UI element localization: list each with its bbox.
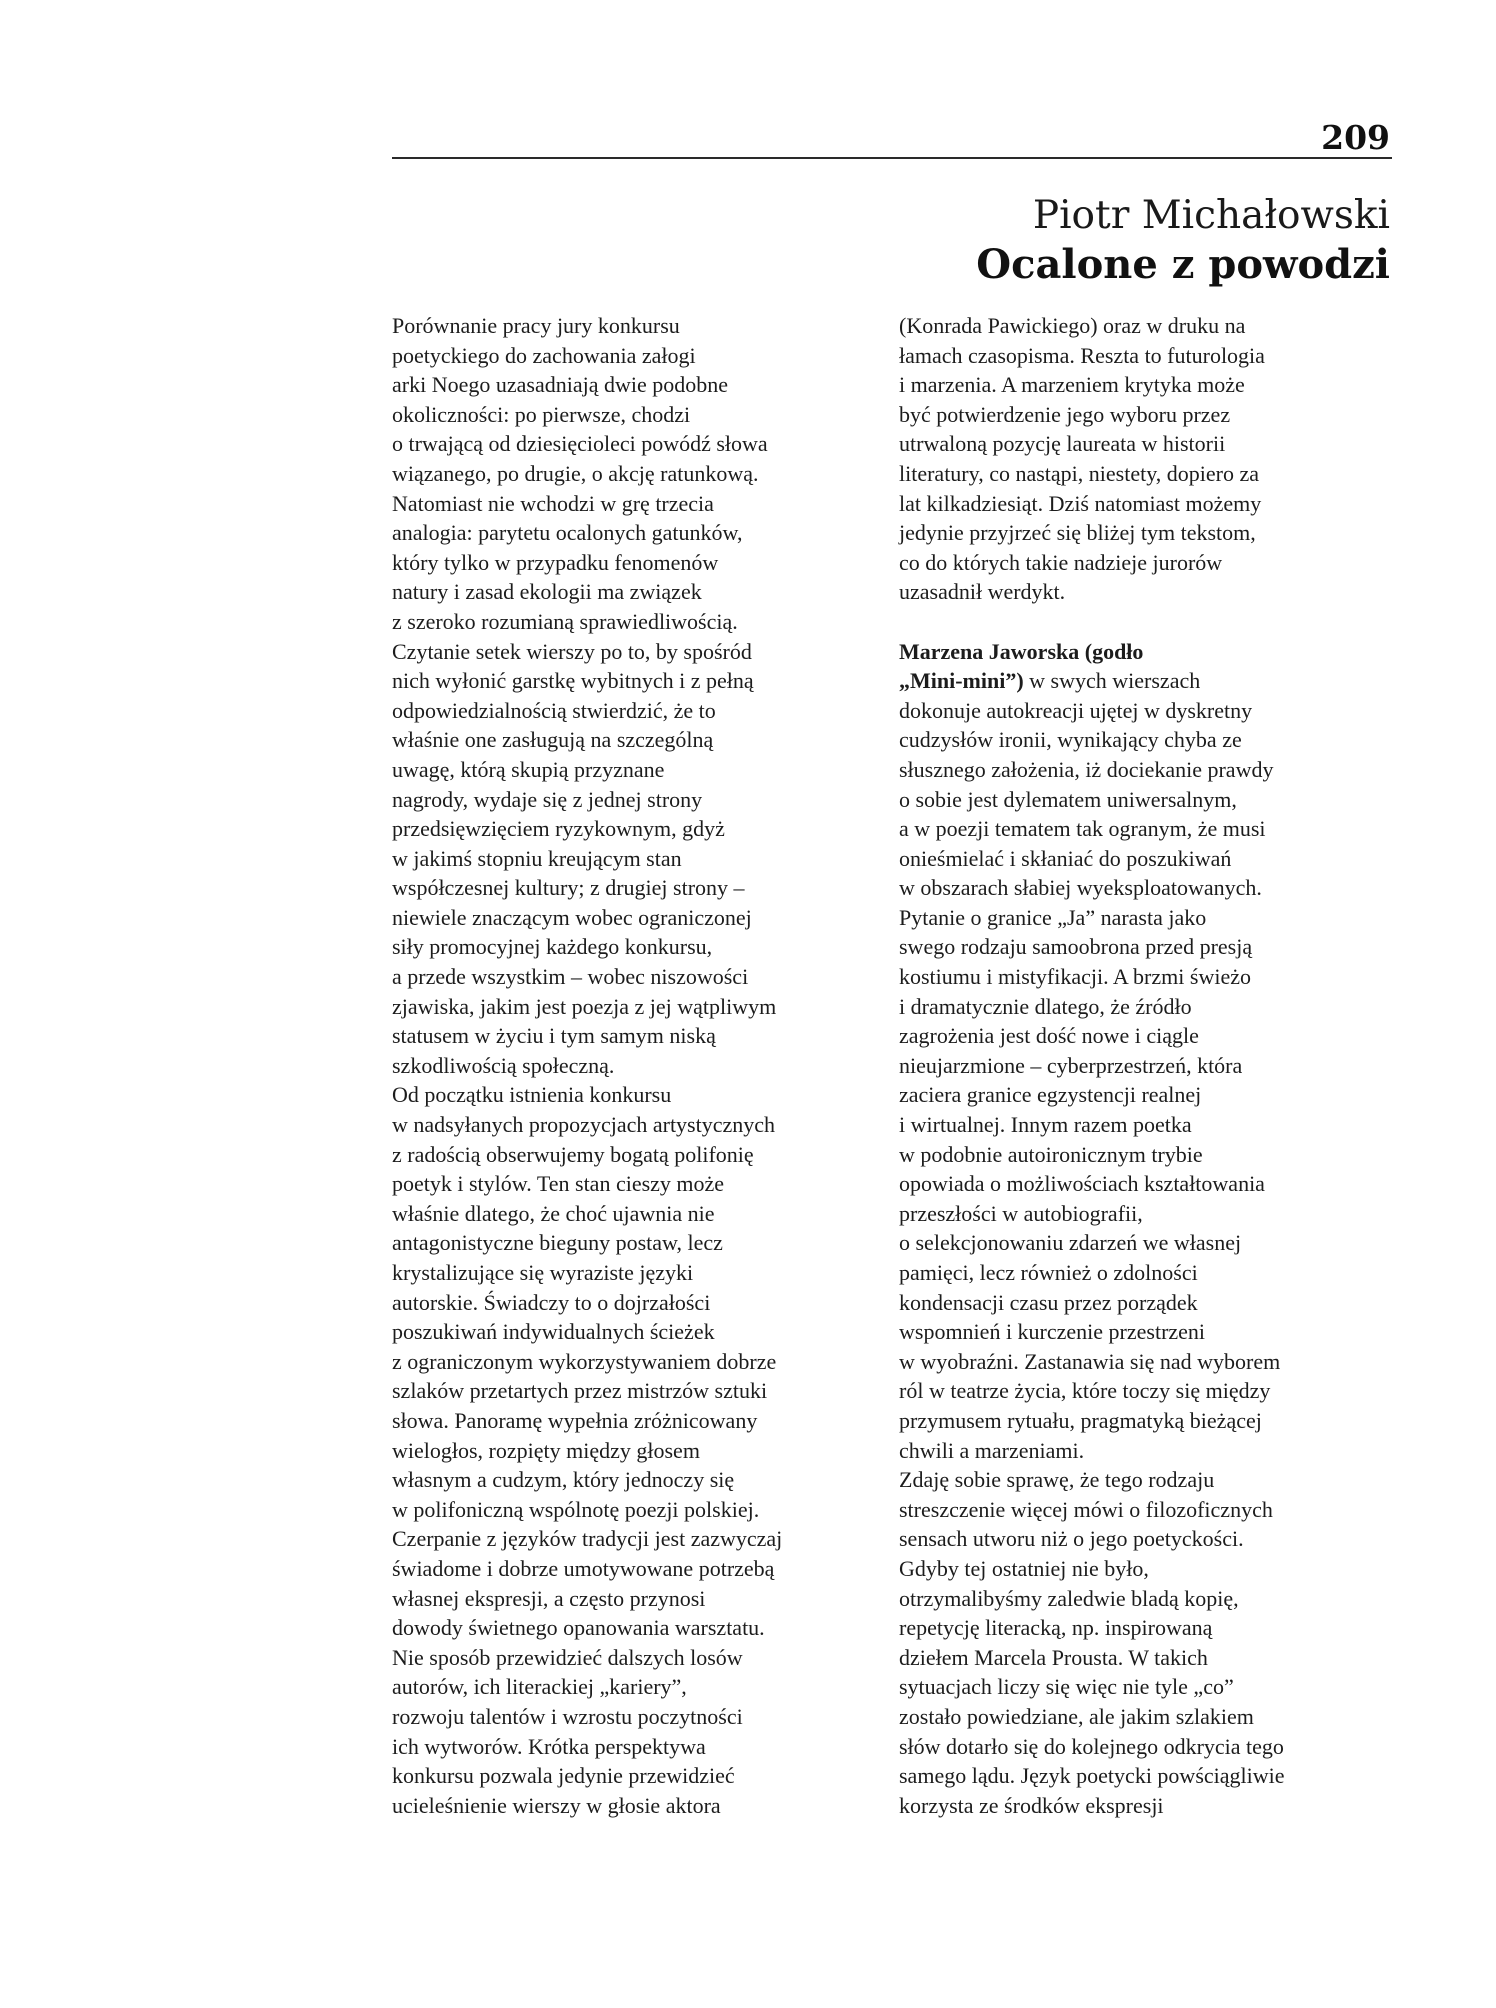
text-line: szlaków przetartych przez mistrzów sztuki — [392, 1378, 768, 1404]
text-line: pamięci, lecz również o zdolności — [899, 1260, 1198, 1285]
text-line: w podobnie autoironicznym trybie — [899, 1141, 1203, 1167]
text-line: zostało powiedziane, ale jakim szlakiem — [899, 1703, 1254, 1729]
section-heading-line2 — [899, 666, 1379, 696]
text-line: uwagę, którą skupią przyznane — [392, 756, 665, 782]
text-line: zagrożenia jest dość nowe i ciągle — [899, 1023, 1199, 1049]
text-line: analogia: parytetu ocalonych gatunków, — [392, 520, 743, 546]
text-line: cudzysłów ironii, wynikający chyba ze — [899, 727, 1242, 753]
text-line: poetyk i stylów. Ten stan cieszy może — [392, 1171, 725, 1197]
text-line: (Konrada Pawickiego) oraz w druku na — [899, 313, 1246, 338]
text-line: Porównanie pracy jury konkursu — [392, 313, 680, 338]
text-line: poetyckiego do zachowania załogi — [392, 342, 696, 368]
text-line: sensach utworu niż o jego poetyckości. — [899, 1526, 1244, 1552]
text-line: przymusem rytuału, pragmatyką bieżącej — [899, 1407, 1262, 1433]
text-line: statusem w życiu i tym samym niską — [392, 1023, 716, 1049]
text-line: o selekcjonowaniu zdarzeń we własnej — [899, 1230, 1242, 1256]
paragraph-gap — [899, 607, 1379, 637]
text-line: dziełem Marcela Prousta. W takich — [899, 1644, 1208, 1670]
text-line: chwili a marzeniami. — [899, 1437, 1085, 1463]
article-author: Piotr Michałowski — [1032, 193, 1390, 238]
text-line: Gdyby tej ostatniej nie było, — [899, 1555, 1149, 1581]
header-rule — [392, 157, 1392, 159]
text-line: w obszarach słabiej wyeksploatowanych. — [899, 875, 1262, 901]
text-line: właśnie dlatego, że choć ujawnia nie — [392, 1200, 715, 1226]
text-line: kostiumu i mistyfikacji. A brzmi świeżo — [899, 964, 1251, 990]
text-line: wiązanego, po drugie, o akcję ratunkową. — [392, 460, 759, 486]
text-line: a w poezji tematem tak ogranym, że musi — [899, 816, 1266, 842]
text-line: i marzenia. A marzeniem krytyka może — [899, 372, 1245, 398]
text-line: z szeroko rozumianą sprawiedliwością. — [392, 608, 738, 634]
text-line: słusznego założenia, iż dociekanie prawdy — [899, 756, 1274, 782]
text-line: lat kilkadziesiąt. Dziś natomiast możemy — [899, 490, 1262, 516]
text-line: w jakimś stopniu kreującym stan — [392, 845, 682, 871]
text-line: ucieleśnienie wierszy w głosie aktora — [392, 1792, 721, 1818]
text-line: szkodliwością społeczną. — [392, 1052, 615, 1078]
text-line: dowody świetnego opanowania warsztatu. — [392, 1615, 765, 1641]
text-line: wielogłos, rozpięty między głosem — [392, 1437, 700, 1463]
text-line: autorów, ich literackiej „kariery”, — [392, 1674, 687, 1700]
text-line: i wirtualnej. Innym razem poetka — [899, 1112, 1192, 1138]
text-line: uzasadnił werdykt. — [899, 579, 1066, 605]
text-line: Od początku istnienia konkursu — [392, 1082, 672, 1108]
text-line: autorskie. Świadczy to o dojrzałości — [392, 1289, 711, 1315]
text-line: natury i zasad ekologii ma związek — [392, 579, 702, 605]
text-line: łamach czasopisma. Reszta to futurologia — [899, 342, 1265, 368]
text-line: w polifoniczną wspólnotę poezji polskiej. — [392, 1496, 760, 1522]
text-line: okoliczności: po pierwsze, chodzi — [392, 401, 691, 427]
text-line: repetycję literacką, np. inspirowaną — [899, 1615, 1213, 1641]
text-line: Natomiast nie wchodzi w grę trzecia — [392, 490, 714, 516]
text-line: krystalizujące się wyraziste języki — [392, 1260, 694, 1285]
right-text-column — [899, 311, 1379, 1820]
text-line: rozwoju talentów i wzrostu poczytności — [392, 1703, 743, 1729]
text-line: jedynie przyjrzeć się bliżej tym tekstom, — [899, 520, 1256, 546]
text-line: wspomnień i kurczenie przestrzeni — [899, 1319, 1206, 1345]
text-line: kondensacji czasu przez porządek — [899, 1289, 1198, 1315]
text-line: słów dotarło się do kolejnego odkrycia tego — [899, 1733, 1284, 1759]
right-column-intro — [899, 311, 1379, 607]
text-line: co do których takie nadzieje jurorów — [899, 549, 1223, 575]
text-line: dokonuje autokreacji ujętej w dyskretny — [899, 697, 1253, 723]
text-line: swego rodzaju samoobrona przed presją — [899, 934, 1253, 960]
text-line: o sobie jest dylematem uniwersalnym, — [899, 786, 1237, 812]
text-line: w wyobraźni. Zastanawia się nad wyborem — [899, 1348, 1281, 1374]
text-line: odpowiedzialnością stwierdzić, że to — [392, 697, 716, 723]
heading-line2-rest: w swych wierszach — [1023, 668, 1201, 694]
text-line: nich wyłonić garstkę wybitnych i z pełną — [392, 668, 754, 694]
text-line: zaciera granice egzystencji realnej — [899, 1082, 1202, 1108]
text-line: i dramatycznie dlatego, że źródło — [899, 993, 1192, 1019]
text-line: z radością obserwujemy bogatą polifonię — [392, 1141, 754, 1167]
poem-motto: „Mini-mini”) — [899, 668, 1024, 694]
text-line: Czytanie setek wierszy po to, by spośród — [392, 638, 752, 664]
text-line: przedsięwzięciem ryzykownym, gdyż — [392, 816, 725, 842]
text-line: literatury, co nastąpi, niestety, dopiero za — [899, 460, 1260, 486]
section-heading-line1: Marzena Jaworska (godło — [899, 638, 1144, 664]
left-text-column — [392, 311, 872, 1820]
text-line: przeszłości w autobiografii, — [899, 1200, 1143, 1226]
text-line: Nie sposób przewidzieć dalszych losów — [392, 1644, 743, 1670]
text-line: nieujarzmione – cyberprzestrzeń, która — [899, 1052, 1243, 1078]
text-line: opowiada o możliwościach kształtowania — [899, 1171, 1265, 1197]
text-line: nagrody, wydaje się z jednej strony — [392, 786, 703, 812]
right-column-body — [899, 696, 1379, 1821]
text-line: samego lądu. Język poetycki powściągliwie — [899, 1763, 1285, 1789]
text-line: poszukiwań indywidualnych ścieżek — [392, 1319, 715, 1345]
text-line: ich wytworów. Krótka perspektywa — [392, 1733, 706, 1759]
text-line: Czerpanie z języków tradycji jest zazwyczaj — [392, 1526, 783, 1552]
text-line: otrzymalibyśmy zaledwie bladą kopię, — [899, 1585, 1239, 1611]
text-line: własnym a cudzym, który jednoczy się — [392, 1467, 735, 1493]
text-line: a przede wszystkim – wobec niszowości — [392, 964, 749, 990]
text-line: o trwającą od dziesięcioleci powódź słowa — [392, 431, 768, 457]
text-line: współczesnej kultury; z drugiej strony – — [392, 875, 745, 901]
page-number: 209 — [1321, 118, 1390, 157]
text-line: Pytanie o granice „Ja” narasta jako — [899, 904, 1207, 930]
article-title: Ocalone z powodzi — [976, 241, 1390, 288]
text-line: słowa. Panoramę wypełnia zróżnicowany — [392, 1407, 758, 1433]
text-line: Zdaję sobie sprawę, że tego rodzaju — [899, 1467, 1215, 1493]
text-line: właśnie one zasługują na szczególną — [392, 727, 714, 753]
text-line: arki Noego uzasadniają dwie podobne — [392, 372, 728, 398]
text-line: korzysta ze środków ekspresji — [899, 1792, 1164, 1818]
text-line: streszczenie więcej mówi o filozoficznych — [899, 1496, 1273, 1522]
text-line: własnej ekspresji, a często przynosi — [392, 1585, 706, 1611]
text-line: niewiele znaczącym wobec ograniczonej — [392, 904, 752, 930]
text-line: onieśmielać i skłaniać do poszukiwań — [899, 845, 1232, 871]
text-line: z ograniczonym wykorzystywaniem dobrze — [392, 1348, 777, 1374]
text-line: który tylko w przypadku fenomenów — [392, 549, 719, 575]
text-line: świadome i dobrze umotywowane potrzebą — [392, 1555, 775, 1581]
text-line: zjawiska, jakim jest poezja z jej wątpliwym — [392, 993, 777, 1019]
text-line: sytuacjach liczy się więc nie tyle „co” — [899, 1674, 1234, 1700]
text-line: antagonistyczne bieguny postaw, lecz — [392, 1230, 723, 1256]
text-line: ról w teatrze życia, które toczy się między — [899, 1378, 1271, 1404]
text-line: konkursu pozwala jedynie przewidzieć — [392, 1763, 735, 1789]
text-line: utrwaloną pozycję laureata w historii — [899, 431, 1226, 457]
text-line: siły promocyjnej każdego konkursu, — [392, 934, 713, 960]
text-line: być potwierdzenie jego wyboru przez — [899, 401, 1231, 427]
text-line: w nadsyłanych propozycjach artystycznych — [392, 1112, 776, 1138]
